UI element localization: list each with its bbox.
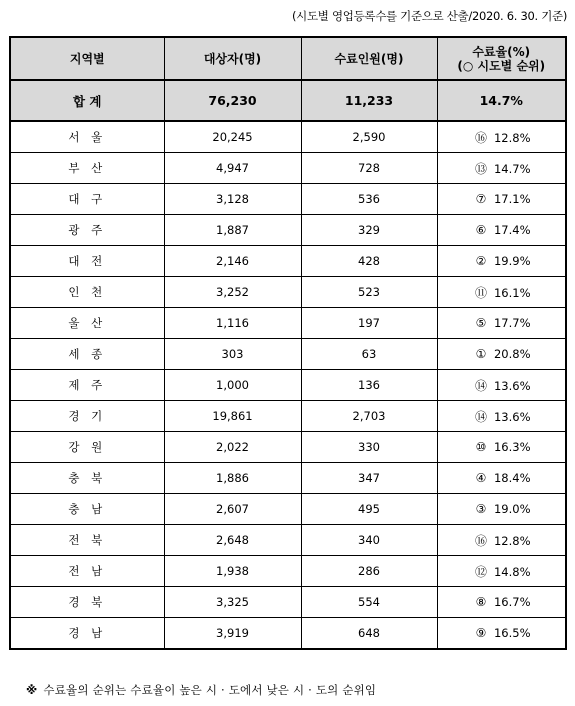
targets-cell: 1,000: [164, 370, 301, 401]
table-row: [10, 525, 566, 556]
rate-cell: [437, 277, 566, 308]
rate-value: 13.6%: [493, 378, 531, 393]
region-cell: 제 주: [10, 370, 164, 401]
rate-value: 19.9%: [493, 254, 531, 268]
targets-cell: 3,128: [164, 184, 301, 215]
region-cell: 경 기: [10, 401, 164, 432]
rank-badge: ⑧: [475, 595, 487, 609]
rate-cell: [437, 246, 566, 277]
table-row: [10, 494, 566, 525]
region-cell: 울 산: [10, 308, 164, 339]
region-cell: 세 종: [10, 339, 164, 370]
rate-cell: [437, 308, 566, 339]
rank-badge: ①: [475, 347, 487, 361]
rate-cell: [437, 556, 566, 587]
table-row: [10, 153, 566, 184]
rate-value: 16.7%: [493, 595, 531, 609]
total-row: [10, 80, 566, 121]
recipients-cell: 136: [301, 370, 437, 401]
rank-badge: ⑭: [474, 378, 487, 393]
rate-cell: [437, 401, 566, 432]
recipients-cell: 554: [301, 587, 437, 618]
rate-value: 17.4%: [493, 223, 531, 237]
table-row: [10, 121, 566, 153]
targets-cell: 4,947: [164, 153, 301, 184]
rate-value: 14.8%: [493, 564, 531, 579]
rate-value: 12.8%: [493, 130, 531, 145]
region-cell: 전 남: [10, 556, 164, 587]
targets-cell: 1,886: [164, 463, 301, 494]
targets-cell: 3,252: [164, 277, 301, 308]
rate-value: 17.7%: [493, 316, 531, 330]
region-cell: 충 북: [10, 463, 164, 494]
recipients-cell: 728: [301, 153, 437, 184]
table-row: [10, 308, 566, 339]
recipients-cell: 428: [301, 246, 437, 277]
rank-badge: ③: [475, 502, 487, 516]
rate-value: 20.8%: [493, 347, 531, 361]
targets-cell: 20,245: [164, 121, 301, 153]
rank-badge: ⑨: [475, 626, 487, 640]
targets-cell: 3,919: [164, 618, 301, 650]
header-rate-line1: 수료율(%): [472, 44, 531, 59]
region-cell: 강 원: [10, 432, 164, 463]
region-cell: 부 산: [10, 153, 164, 184]
recipients-cell: 536: [301, 184, 437, 215]
recipients-cell: 347: [301, 463, 437, 494]
targets-cell: 2,022: [164, 432, 301, 463]
targets-cell: 2,648: [164, 525, 301, 556]
rate-cell: [437, 121, 566, 153]
recipients-cell: 329: [301, 215, 437, 246]
total-targets: 76,230: [164, 80, 301, 121]
rate-cell: [437, 463, 566, 494]
rate-value: 12.8%: [493, 533, 531, 548]
rank-badge: ⑤: [475, 316, 487, 330]
region-cell: 서 울: [10, 121, 164, 153]
targets-cell: 1,938: [164, 556, 301, 587]
targets-cell: 2,607: [164, 494, 301, 525]
footnote: [26, 682, 376, 698]
rank-badge: ⑭: [474, 409, 487, 424]
header-rate: [437, 37, 566, 80]
table-row: [10, 246, 566, 277]
total-rate: 14.7%: [437, 80, 566, 121]
rate-value: 14.7%: [493, 161, 531, 176]
rate-cell: [437, 215, 566, 246]
rate-cell: [437, 432, 566, 463]
targets-cell: 19,861: [164, 401, 301, 432]
recipients-cell: 330: [301, 432, 437, 463]
table-row: [10, 277, 566, 308]
table-row: [10, 463, 566, 494]
table-row: [10, 339, 566, 370]
header-rate-line2: (○ 시도별 순위): [457, 58, 546, 73]
table-row: [10, 184, 566, 215]
rank-badge: ⑯: [474, 130, 487, 145]
footnote-text: 수료율의 순위는 수료율이 높은 시 · 도에서 낮은 시 · 도의 순위임: [43, 683, 377, 697]
table-row: [10, 370, 566, 401]
table-row: [10, 556, 566, 587]
rate-value: 16.1%: [493, 285, 531, 300]
rate-value: 16.3%: [493, 440, 531, 454]
rate-value: 13.6%: [493, 409, 531, 424]
recipients-cell: 286: [301, 556, 437, 587]
rate-cell: [437, 525, 566, 556]
rank-badge: ⑩: [475, 440, 487, 454]
table-row: [10, 618, 566, 650]
rate-cell: [437, 494, 566, 525]
total-label: 합 계: [10, 80, 164, 121]
rank-badge: ⑥: [475, 223, 487, 237]
rank-badge: ⑫: [474, 564, 487, 579]
rate-cell: [437, 184, 566, 215]
targets-cell: 2,146: [164, 246, 301, 277]
table-row: [10, 587, 566, 618]
recipients-cell: 495: [301, 494, 437, 525]
region-cell: 대 전: [10, 246, 164, 277]
rank-badge: ②: [475, 254, 487, 268]
rank-badge: ⑦: [475, 192, 487, 206]
targets-cell: 3,325: [164, 587, 301, 618]
rate-cell: [437, 339, 566, 370]
rank-badge: ⑪: [474, 285, 487, 300]
reference-mark-icon: ※: [26, 683, 38, 697]
header-row: [10, 37, 566, 80]
rate-value: 19.0%: [493, 502, 531, 516]
rank-badge: ⑬: [474, 161, 487, 176]
recipients-cell: 523: [301, 277, 437, 308]
recipients-cell: 340: [301, 525, 437, 556]
region-cell: 대 구: [10, 184, 164, 215]
rate-cell: [437, 153, 566, 184]
targets-cell: 1,116: [164, 308, 301, 339]
region-cell: 경 남: [10, 618, 164, 650]
targets-cell: 1,887: [164, 215, 301, 246]
training-completion-table: [9, 36, 567, 650]
recipients-cell: 2,703: [301, 401, 437, 432]
region-cell: 충 남: [10, 494, 164, 525]
rate-value: 17.1%: [493, 192, 531, 206]
header-region: 지역별: [10, 37, 164, 80]
rank-badge: ⑯: [474, 533, 487, 548]
table-row: [10, 432, 566, 463]
table-caption: (시도별 영업등록수를 기준으로 산출/2020. 6. 30. 기준): [291, 9, 567, 23]
rate-value: 16.5%: [493, 626, 531, 640]
recipients-cell: 63: [301, 339, 437, 370]
table-row: [10, 215, 566, 246]
header-targets: 대상자(명): [164, 37, 301, 80]
region-cell: 전 북: [10, 525, 164, 556]
table-row: [10, 401, 566, 432]
targets-cell: 303: [164, 339, 301, 370]
region-cell: 경 북: [10, 587, 164, 618]
rate-value: 18.4%: [493, 471, 531, 485]
rate-cell: [437, 587, 566, 618]
rate-cell: [437, 618, 566, 650]
recipients-cell: 197: [301, 308, 437, 339]
recipients-cell: 648: [301, 618, 437, 650]
region-cell: 인 천: [10, 277, 164, 308]
total-recipients: 11,233: [301, 80, 437, 121]
header-recipients: 수료인원(명): [301, 37, 437, 80]
recipients-cell: 2,590: [301, 121, 437, 153]
region-cell: 광 주: [10, 215, 164, 246]
rank-badge: ④: [475, 471, 487, 485]
rate-cell: [437, 370, 566, 401]
